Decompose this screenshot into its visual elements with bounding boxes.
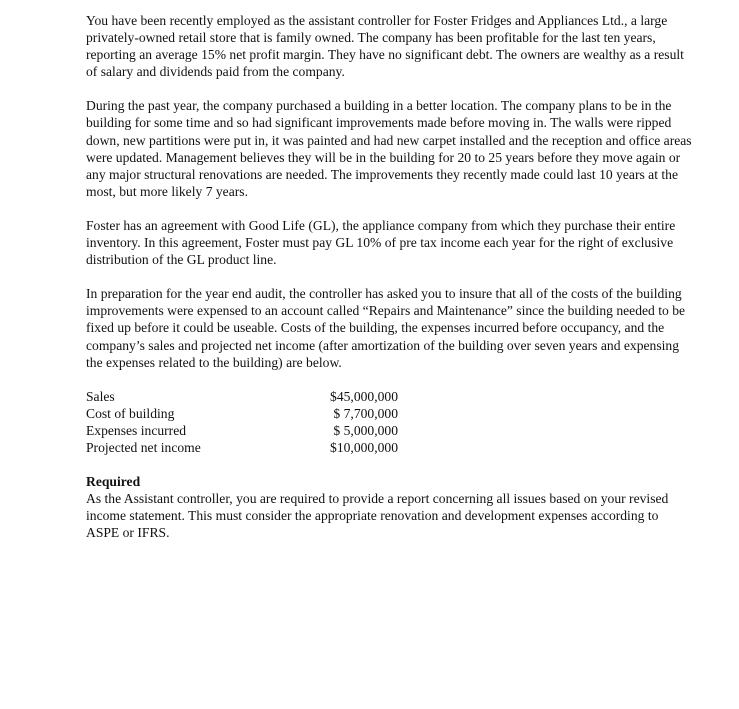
figure-label-cost-of-building: Cost of building bbox=[86, 405, 175, 421]
required-heading: Required bbox=[86, 474, 141, 490]
figure-label-sales: Sales bbox=[86, 388, 115, 404]
paragraph-agreement: Foster has an agreement with Good Life (GL), the appliance company from which they purchase their entire inventory. In this agreement, Foster must pay GL 10% of pre tax income each year for the right of exclusive distribution of the GL product line. bbox=[86, 217, 676, 268]
figure-value-cost-of-building: $ 7,700,000 bbox=[333, 405, 398, 421]
figure-label-projected-net-income: Projected net income bbox=[86, 439, 201, 455]
figure-label-expenses-incurred: Expenses incurred bbox=[86, 422, 187, 438]
financial-figures bbox=[86, 388, 692, 456]
paragraph-background: You have been recently employed as the assistant controller for Foster Fridges and Appliances Ltd., a large privately-owned retail store that is family owned. The company has been profitable for the last ten years, reporting an average 15% net profit margin. They have no significant debt. The owners are wealthy as a result of salary and dividends paid from the company. bbox=[86, 13, 684, 80]
document-page bbox=[86, 12, 692, 541]
figure-value-expenses-incurred: $ 5,000,000 bbox=[333, 422, 398, 438]
figure-value-projected-net-income: $10,000,000 bbox=[330, 439, 398, 455]
required-body: As the Assistant controller, you are required to provide a report concerning all issues based on your revised income statement. This must consider the appropriate renovation and development expenses according to ASPE or IFRS. bbox=[86, 491, 669, 541]
figure-value-sales: $45,000,000 bbox=[330, 388, 398, 404]
paragraph-building: During the past year, the company purchased a building in a better location. The company plans to be in the building for some time and so had significant improvements made before moving in. The walls were ripped down, new partitions were put in, it was painted and had new carpet installed and the reception and office areas were updated. Management believes they will be in the building for 20 to 25 years before they move again or any major structural renovations are needed. The improvements they recently made could last 10 years at the most, but more likely 7 years. bbox=[86, 98, 692, 199]
paragraph-audit: In preparation for the year end audit, the controller has asked you to insure that all of the costs of the building improvements were expensed to an account called “Repairs and Maintenance” since the building needed to be fixed up before it could be useable. Costs of the building, the expenses incurred before occupancy, and the company’s sales and projected net income (after amortization of the building over seven years and expensing the expenses related to the building) are below. bbox=[86, 286, 686, 370]
